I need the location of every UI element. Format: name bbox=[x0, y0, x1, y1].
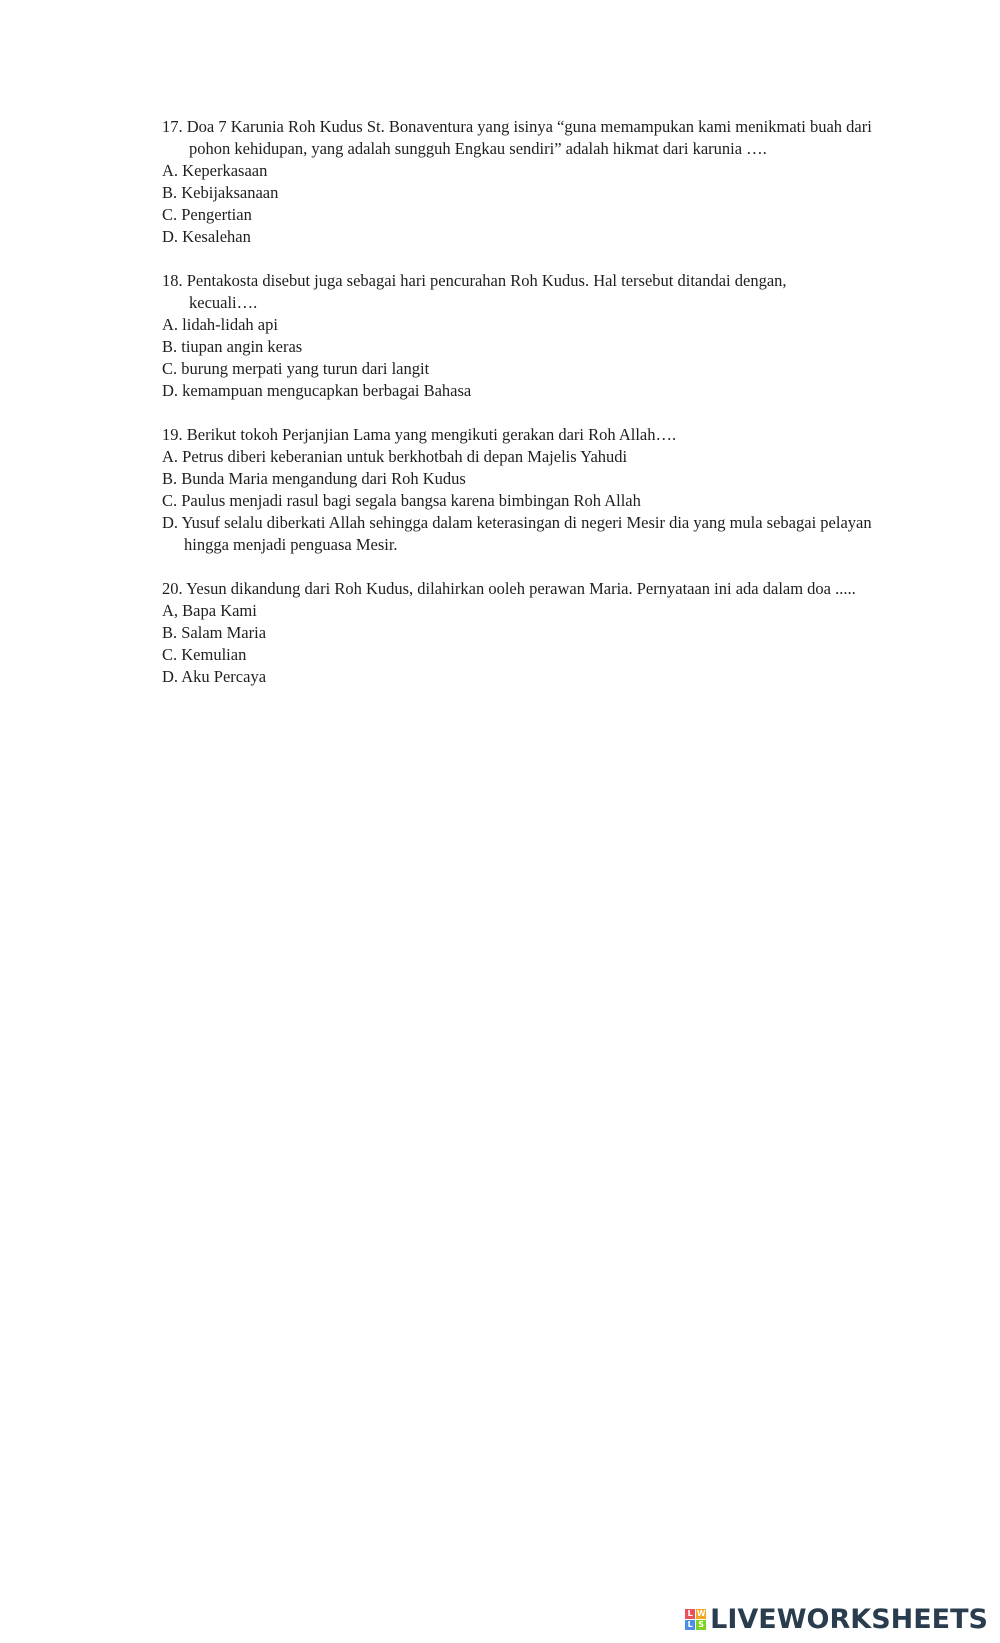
option-c[interactable]: C. burung merpati yang turun dari langit bbox=[162, 359, 430, 378]
logo-mark-letter: W bbox=[696, 1609, 706, 1618]
option-d[interactable]: D. Yusuf selalu diberkati Allah sehingga dalam keterasingan di negeri Mesir dia yang mula sebagai pelayan hingga menjadi penguasa Mesir. bbox=[162, 513, 872, 554]
option-d[interactable]: D. Kesalehan bbox=[162, 227, 251, 246]
option-b[interactable]: B. tiupan angin keras bbox=[162, 337, 303, 356]
option-a[interactable]: A. Petrus diberi keberanian untuk berkhotbah di depan Majelis Yahudi bbox=[162, 447, 628, 466]
logo-mark-letter: S bbox=[696, 1620, 706, 1630]
logo-text: LIVEWORKSHEETS bbox=[710, 1604, 988, 1635]
question-stem: 17. Doa 7 Karunia Roh Kudus St. Bonaventura yang isinya “guna memampukan kami menikmati buah dari pohon kehidupan, yang adalah sungguh Engkau sendiri” adalah hikmat dari karunia …. bbox=[162, 117, 872, 158]
option-d[interactable]: D. kemampuan mengucapkan berbagai Bahasa bbox=[162, 381, 472, 400]
liveworksheets-logo bbox=[685, 1604, 988, 1635]
question-18 bbox=[162, 270, 882, 402]
option-c[interactable]: C. Paulus menjadi rasul bagi segala bangsa karena bimbingan Roh Allah bbox=[162, 491, 641, 510]
option-c[interactable]: C. Kemulian bbox=[162, 645, 247, 664]
option-c[interactable]: C. Pengertian bbox=[162, 205, 252, 224]
question-20 bbox=[162, 578, 882, 688]
option-d[interactable]: D. Aku Percaya bbox=[162, 667, 267, 686]
option-b[interactable]: B. Bunda Maria mengandung dari Roh Kudus bbox=[162, 469, 466, 488]
question-stem: 19. Berikut tokoh Perjanjian Lama yang mengikuti gerakan dari Roh Allah…. bbox=[162, 425, 677, 444]
logo-mark-letter: L bbox=[685, 1609, 695, 1619]
option-a[interactable]: A, Bapa Kami bbox=[162, 601, 257, 620]
option-a[interactable]: A. lidah-lidah api bbox=[162, 315, 278, 334]
option-a[interactable]: A. Keperkasaan bbox=[162, 161, 268, 180]
question-stem: 20. Yesun dikandung dari Roh Kudus, dilahirkan ooleh perawan Maria. Pernyataan ini ada dalam doa ..... bbox=[162, 579, 856, 598]
logo-mark-letter: L bbox=[685, 1620, 695, 1630]
option-b[interactable]: B. Salam Maria bbox=[162, 623, 267, 642]
question-stem: 18. Pentakosta disebut juga sebagai hari pencurahan Roh Kudus. Hal tersebut ditandai dengan, kecuali…. bbox=[162, 271, 787, 312]
liveworksheets-logo-icon bbox=[685, 1609, 706, 1630]
question-list bbox=[162, 116, 882, 710]
question-19 bbox=[162, 424, 882, 556]
option-b[interactable]: B. Kebijaksanaan bbox=[162, 183, 279, 202]
question-17 bbox=[162, 116, 882, 248]
